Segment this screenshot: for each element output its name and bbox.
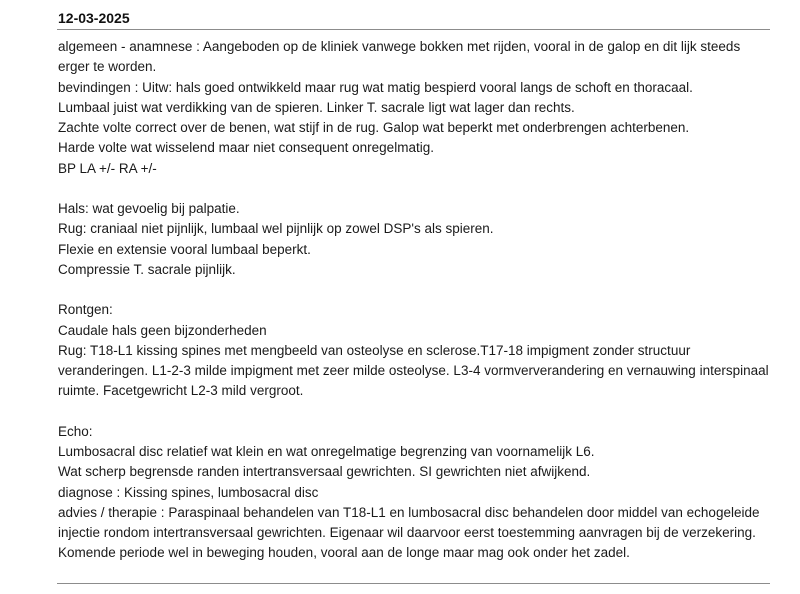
text-line: Flexie en extensie vooral lumbaal beperkt.	[58, 241, 311, 257]
text-line: Caudale hals geen bijzonderheden	[58, 322, 267, 338]
paragraph-anamnese	[58, 37, 770, 179]
text-line: Harde volte wat wisselend maar niet consequent onregelmatig.	[58, 140, 434, 156]
text-line: Wat scherp begrensde randen intertransversaal gewrichten. SI gewrichten niet afwijkend.	[58, 464, 591, 480]
footer-divider	[57, 583, 770, 584]
paragraph-palpatie	[58, 199, 770, 280]
text-line: diagnose : Kissing spines, lumbosacral disc	[58, 484, 319, 500]
text-line: Compressie T. sacrale pijnlijk.	[58, 261, 236, 277]
text-line: Rug: T18-L1 kissing spines met mengbeeld van osteolyse en sclerose.T17-18 impigment zonder structuur veranderingen. L1-2-3 milde impigment met zeer milde osteolyse. L3-4 vormververandering en vernauwing interspinaal ruimte. Facetgewricht L2-3 mild vergroot.	[58, 342, 769, 399]
header-divider	[57, 29, 770, 30]
text-line: Rug: craniaal niet pijnlijk, lumbaal wel pijnlijk op zowel DSP's als spieren.	[58, 221, 494, 237]
text-line: Komende periode wel in beweging houden, vooral aan de longe maar mag ook onder het zadel.	[58, 545, 630, 561]
note-body	[58, 37, 770, 564]
paragraph-rontgen	[58, 300, 770, 401]
text-line: Echo:	[58, 423, 93, 439]
text-line: Lumbaal juist wat verdikking van de spieren. Linker T. sacrale ligt wat lager dan rechts.	[58, 99, 575, 115]
text-line: BP LA +/- RA +/-	[58, 160, 157, 176]
text-line: Hals: wat gevoelig bij palpatie.	[58, 201, 240, 216]
text-line: advies / therapie : Paraspinaal behandelen van T18-L1 en lumbosacral disc behandelen door middel van echogeleide injectie rondom intertransversaal gewrichten. Eigenaar wil daarvoor eerst toestemming aanvragen bij de verzekering.	[58, 504, 760, 540]
text-line: Lumbosacral disc relatief wat klein en wat onregelmatige begrenzing van voornamelijk L6.	[58, 444, 595, 459]
text-line: bevindingen : Uitw: hals goed ontwikkeld maar rug wat matig bespierd vooral langs de schoft en thoracaal.	[58, 79, 693, 95]
text-line: Rontgen:	[58, 302, 113, 318]
note-date: 12-03-2025	[58, 10, 130, 26]
text-line: algemeen - anamnese : Aangeboden op de kliniek vanwege bokken met rijden, vooral in de galop en dit lijk steeds erger te worden.	[58, 39, 741, 75]
text-line: Zachte volte correct over de benen, wat stijf in de rug. Galop wat beperkt met onderbrengen achterbenen.	[58, 120, 690, 135]
paragraph-echo	[58, 422, 770, 564]
